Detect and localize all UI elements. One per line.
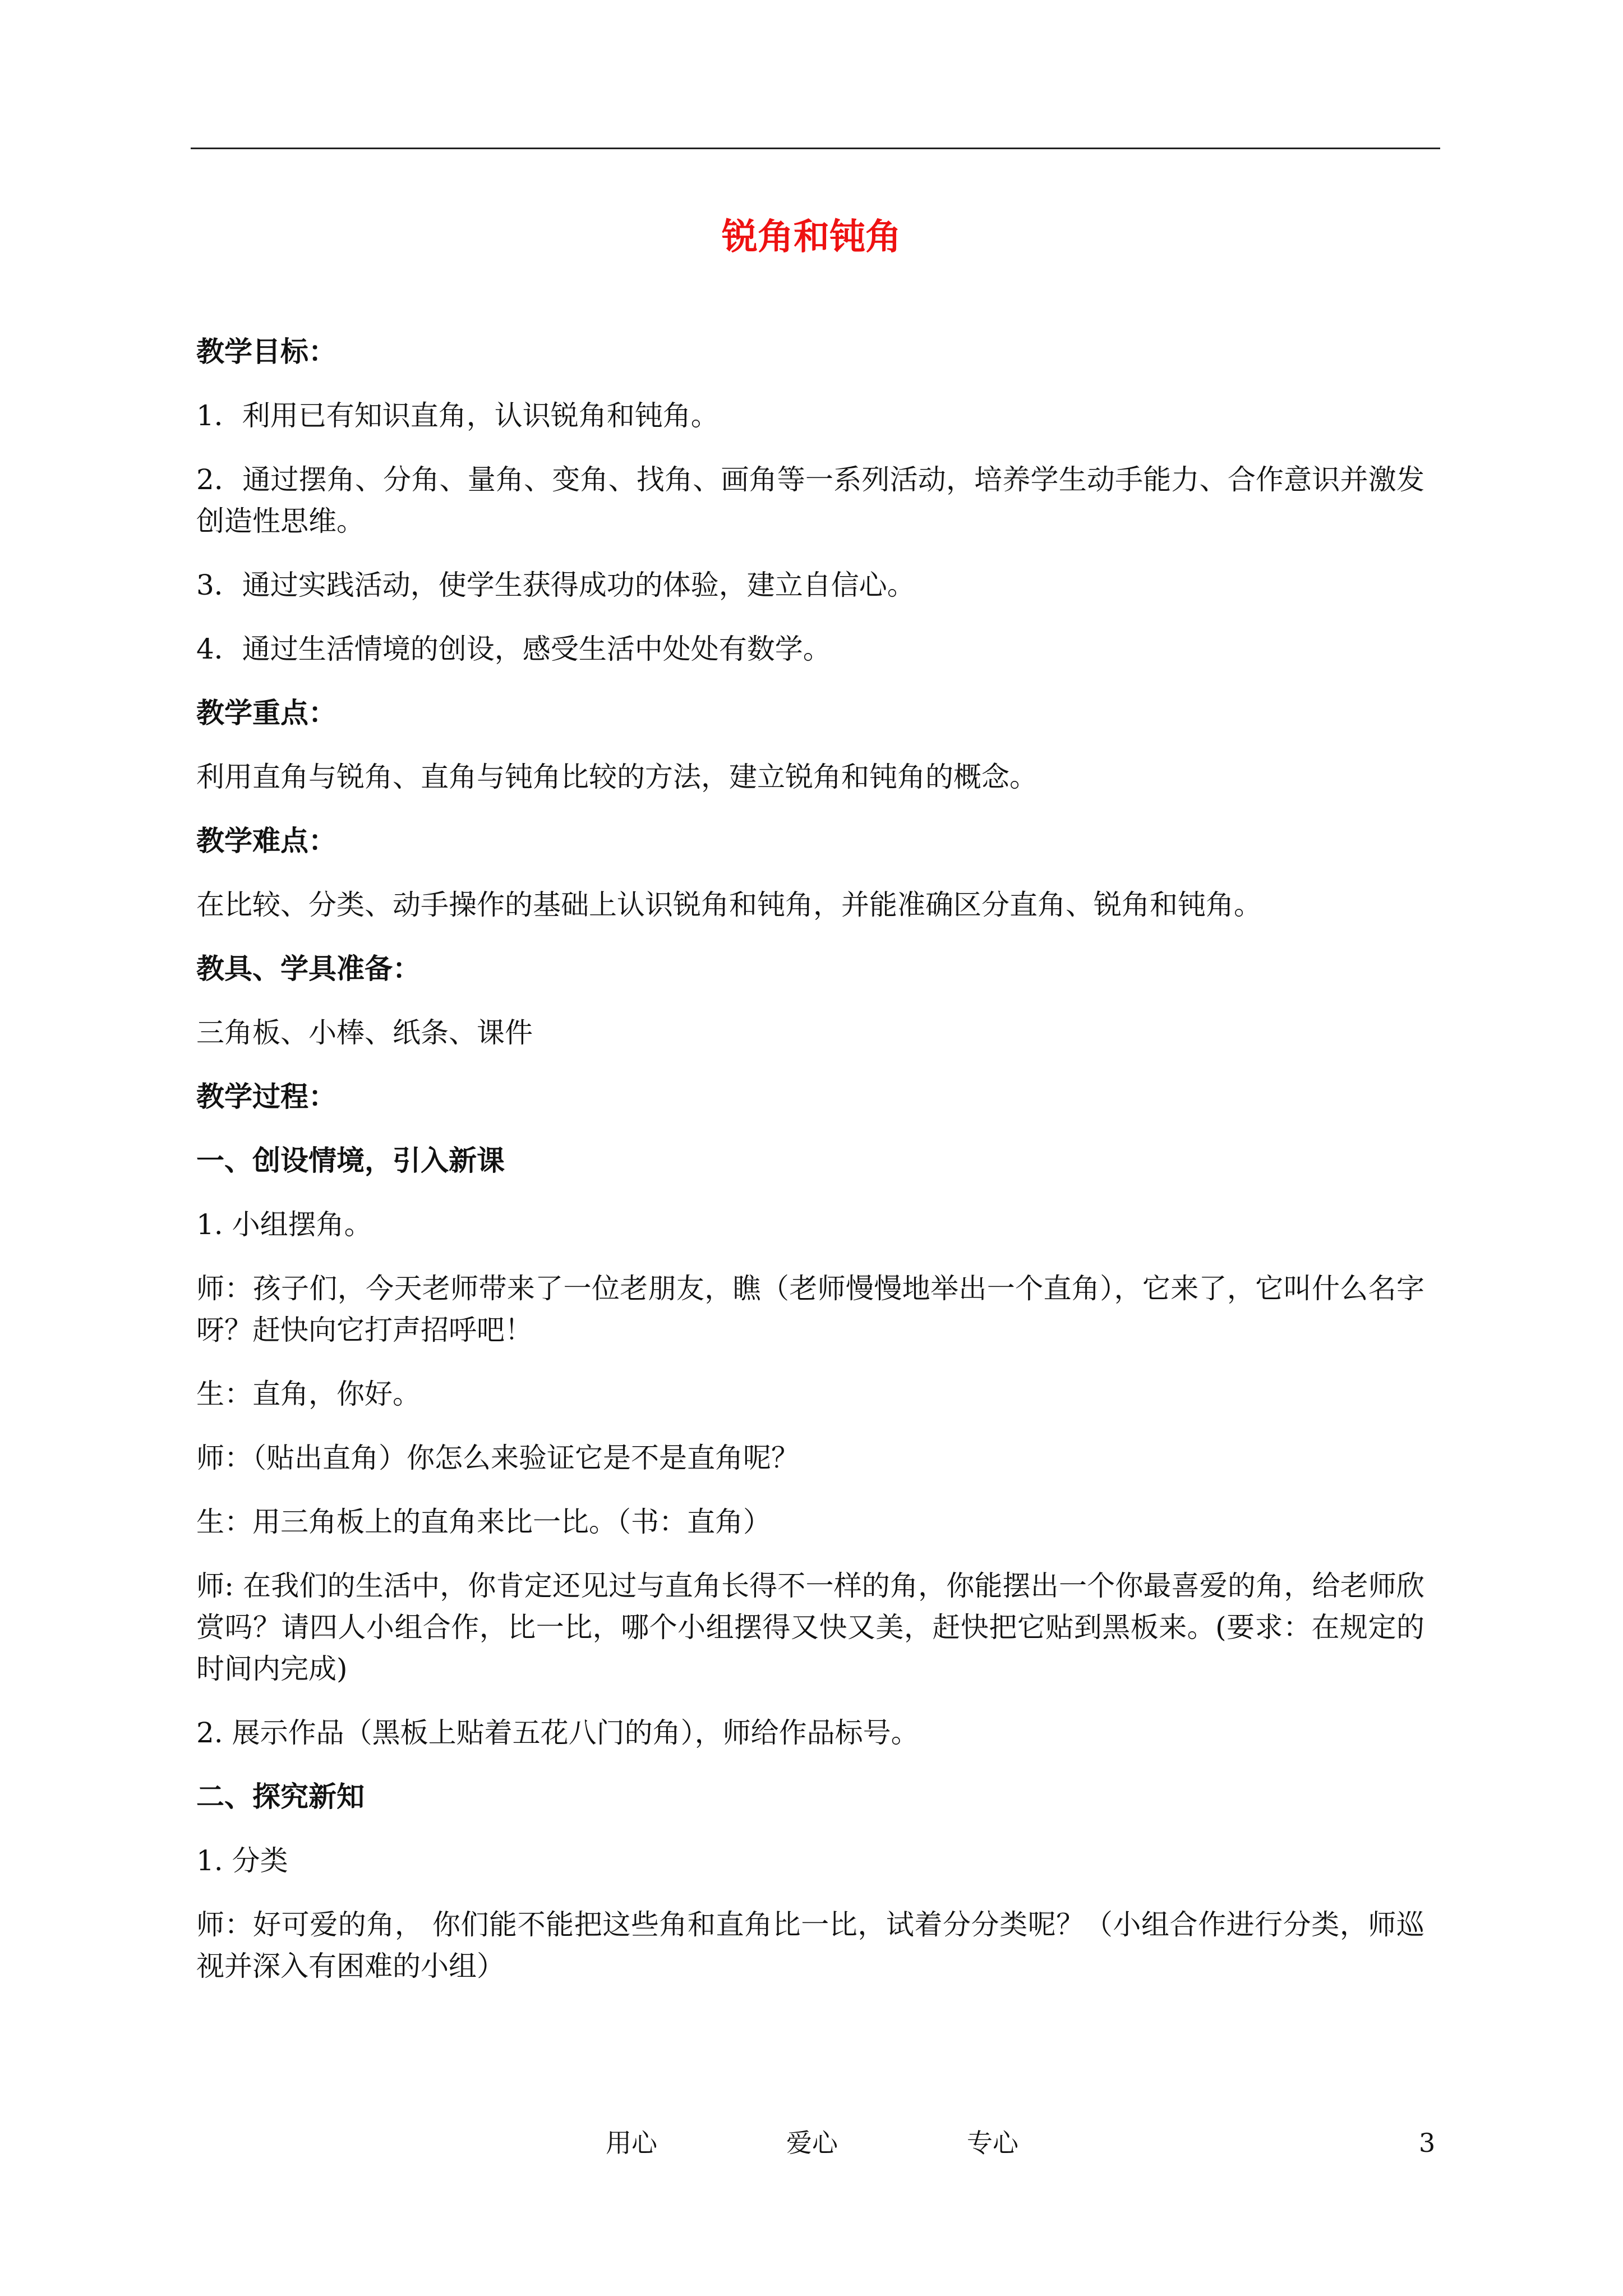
objective-item: 1．利用已有知识直角，认识锐角和钝角。 bbox=[196, 399, 719, 432]
section-heading-process: 教学过程： bbox=[196, 1080, 336, 1113]
footer-motto bbox=[606, 2126, 1018, 2160]
dialogue-line: 师：好可爱的角， 你们能不能把这些角和直角比一比，试着分分类呢？（小组合作进行分类，师巡视并深入有困难的小组） bbox=[196, 1908, 1424, 1982]
dialogue-line: 师：（贴出直角）你怎么来验证它是不是直角呢？ bbox=[196, 1442, 799, 1474]
subsection-heading: 一、创设情境，引入新课 bbox=[196, 1144, 505, 1177]
section-heading-key-points: 教学重点： bbox=[196, 696, 336, 729]
footer-item: 用心 bbox=[606, 2128, 657, 2158]
section-heading-objectives: 教学目标： bbox=[196, 335, 336, 368]
header-rule bbox=[191, 148, 1440, 149]
dialogue-line: 师: 在我们的生活中，你肯定还见过与直角长得不一样的角，你能摆出一个你最喜爱的角，给老师欣赏吗？请四人小组合作，比一比，哪个小组摆得又快又美，赶快把它贴到黑板来。(要求：在规定的时间内完成) bbox=[196, 1570, 1424, 1685]
paragraph: 三角板、小棒、纸条、课件 bbox=[196, 1016, 533, 1049]
objective-item: 4．通过生活情境的创设，感受生活中处处有数学。 bbox=[196, 633, 831, 665]
step-item: 2. 展示作品（黑板上贴着五花八门的角），师给作品标号。 bbox=[196, 1717, 919, 1749]
section-heading-materials: 教具、学具准备： bbox=[196, 952, 421, 985]
document-body bbox=[196, 331, 1424, 2009]
step-item: 1. 小组摆角。 bbox=[196, 1208, 372, 1241]
dialogue-line: 师：孩子们，今天老师带来了一位老朋友，瞧（老师慢慢地举出一个直角），它来了，它叫什么名字呀？赶快向它打声招呼吧！ bbox=[196, 1272, 1424, 1346]
objective-item: 2．通过摆角、分角、量角、变角、找角、画角等一系列活动，培养学生动手能力、合作意识并激发创造性思维。 bbox=[196, 463, 1424, 537]
objective-item: 3．通过实践活动，使学生获得成功的体验，建立自信心。 bbox=[196, 569, 915, 601]
step-item: 1. 分类 bbox=[196, 1844, 288, 1877]
footer-item: 专心 bbox=[967, 2128, 1018, 2158]
footer-item: 爱心 bbox=[786, 2128, 838, 2158]
document-title: 锐角和钝角 bbox=[722, 216, 901, 258]
paragraph: 在比较、分类、动手操作的基础上认识锐角和钝角，并能准确区分直角、锐角和钝角。 bbox=[196, 889, 1262, 921]
dialogue-line: 生：直角，你好。 bbox=[196, 1378, 421, 1410]
page-number: 3 bbox=[1419, 2128, 1436, 2158]
paragraph: 利用直角与锐角、直角与钝角比较的方法，建立锐角和钝角的概念。 bbox=[196, 761, 1038, 793]
section-heading-difficulties: 教学难点： bbox=[196, 824, 336, 857]
dialogue-line: 生：用三角板上的直角来比一比。（书：直角） bbox=[196, 1506, 771, 1538]
subsection-heading: 二、探究新知 bbox=[196, 1780, 365, 1813]
